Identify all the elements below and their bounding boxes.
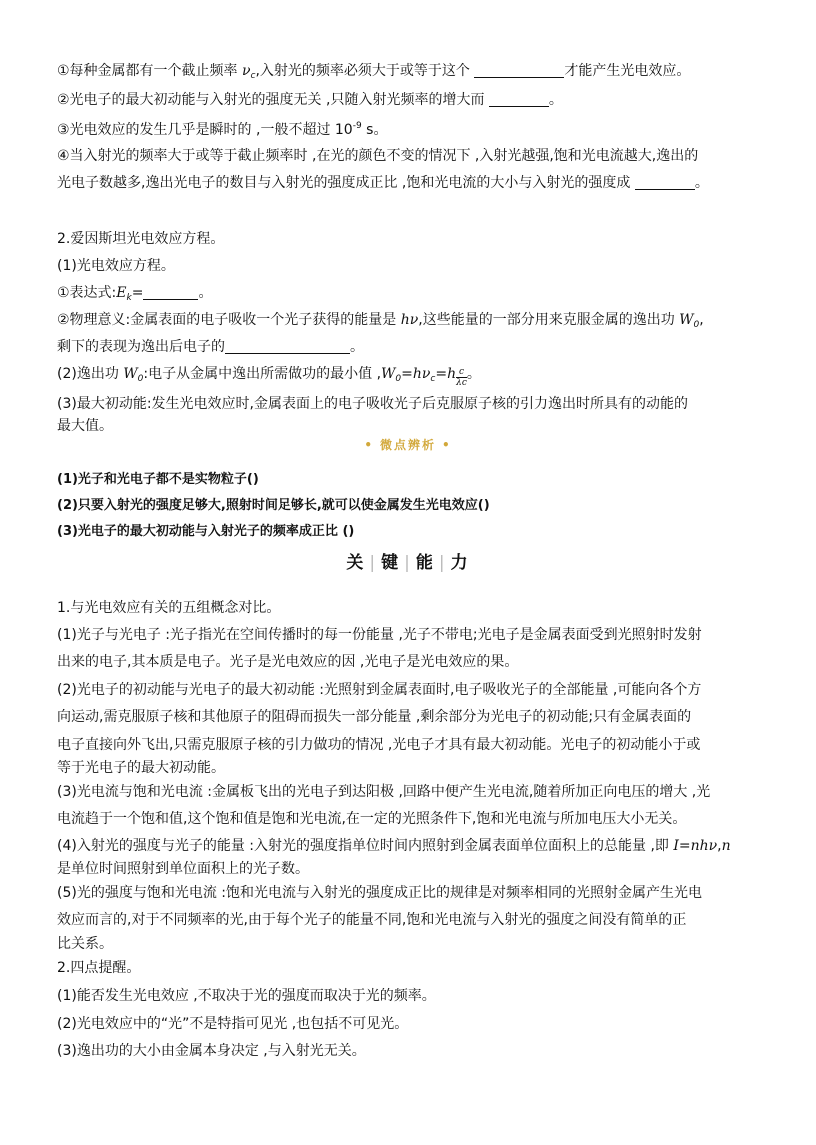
- line-max-kinetic-def: (3)最大初动能:发生光电效应时,金属表面上的电子吸收光子后克服原子核的引力逸出时所具有的动能的: [57, 396, 688, 412]
- heading-text: 微点辨析: [379, 438, 436, 452]
- text: 。: [350, 339, 364, 355]
- reminder-line: (3)逸出功的大小由金属本身决定 ,与入射光无关。: [57, 1043, 366, 1059]
- paragraph-line: 效应而言的,对于不同频率的光,由于每个光子的能量不同,饱和光电流与入射光的强度之间没有简单的正: [57, 912, 687, 928]
- symbol-w: W: [679, 312, 694, 328]
- symbol-w: W: [381, 366, 396, 382]
- text: ③光电效应的发生几乎是瞬时的 ,一般不超过 10: [57, 122, 353, 138]
- line-cutoff-frequency: [57, 61, 690, 86]
- subscript: c: [430, 374, 436, 384]
- section-heading-key-ability: [0, 548, 816, 573]
- text: 才能产生光电效应。: [564, 63, 691, 79]
- symbol-w: W: [123, 366, 138, 382]
- fraction-denominator: λc: [456, 378, 467, 388]
- fill-blank[interactable]: [635, 175, 695, 190]
- heading-char: 键: [381, 553, 401, 573]
- line-instant: [57, 116, 387, 140]
- section-heading-analysis: [0, 436, 816, 453]
- text: 剩下的表现为逸出后电子的: [57, 339, 225, 355]
- line-work-function: [57, 364, 481, 389]
- section-title-concepts: 1.与光电效应有关的五组概念对比。: [57, 600, 281, 616]
- subscript: k: [126, 293, 132, 303]
- paragraph-line: (2)光电子的初动能与光电子的最大初动能 :光照射到金属表面时,电子吸收光子的全部能量 ,可能向各个方: [57, 682, 702, 698]
- section-title-einstein: 2.爱因斯坦光电效应方程。: [57, 231, 225, 247]
- equation-part: =hν: [401, 366, 431, 382]
- paragraph-line: (1)光子与光电子 :光子指光在空间传播时的每一份能量 ,光子不带电;光电子是金属表面受到光照射时发射: [57, 627, 702, 643]
- paragraph-line: 电流趋于一个饱和值,这个饱和值是饱和光电流,在一定的光照条件下,饱和光电流与所加电压大小无关。: [57, 811, 687, 827]
- text: 。: [548, 92, 563, 108]
- separator: |: [369, 553, 378, 573]
- subscript: 0: [137, 374, 144, 384]
- separator: |: [404, 553, 412, 573]
- line-saturation: [57, 173, 709, 193]
- line-physical-meaning: [57, 310, 704, 335]
- section-title-reminders: 2.四点提醒。: [57, 960, 141, 976]
- paragraph-line: [57, 836, 731, 856]
- text: ②光电子的最大初动能与入射光的强度无关 ,只随入射光频率的增大而: [57, 92, 489, 108]
- line-intensity: ④当入射光的频率大于或等于截止频率时 ,在光的颜色不变的情况下 ,入射光越强,饱和光电流越大,逸出的: [57, 148, 699, 164]
- symbol-e: E: [116, 285, 127, 301]
- text: 。: [694, 175, 709, 191]
- judge-question-2: (2)只要入射光的强度足够大,照射时间足够长,就可以使金属发生光电效应(): [57, 498, 490, 513]
- text: ②物理意义:金属表面的电子吸收一个光子获得的能量是: [57, 312, 401, 328]
- paragraph-line: 等于光电子的最大初动能。: [57, 760, 225, 776]
- subscript: 0: [395, 374, 402, 384]
- heading-char: 关: [346, 553, 366, 573]
- text: 。: [198, 285, 213, 301]
- separator: |: [438, 553, 447, 573]
- subsection-equation: (1)光电效应方程。: [57, 258, 175, 274]
- dot-icon: •: [442, 438, 452, 452]
- fill-blank[interactable]: [143, 285, 198, 300]
- line-expression: [57, 283, 212, 308]
- symbol-n: n: [721, 838, 731, 854]
- text: :电子从金属中逸出所需做功的最小值 ,: [143, 366, 382, 382]
- text: (2)逸出功: [57, 366, 124, 382]
- symbol-hv: hν: [400, 312, 419, 328]
- dot-icon: •: [364, 438, 374, 452]
- reminder-line: (1)能否发生光电效应 ,不取决于光的强度而取决于光的频率。: [57, 988, 436, 1004]
- paragraph-line: 比关系。: [57, 936, 113, 952]
- text: ,入射光的频率必须大于或等于这个: [255, 63, 475, 79]
- fraction-c-over-lambda: [456, 367, 467, 388]
- symbol-nu: ν: [242, 63, 251, 79]
- paragraph-line: 是单位时间照射到单位面积上的光子数。: [57, 861, 309, 877]
- text: ,: [699, 312, 704, 328]
- text: ①每种金属都有一个截止频率: [57, 63, 243, 79]
- heading-char: 能: [415, 553, 435, 573]
- subscript: c: [250, 71, 256, 81]
- paragraph-line: (3)光电流与饱和光电流 :金属板飞出的光电子到达阳极 ,回路中便产生光电流,随着所加正向电压的增大 ,光: [57, 784, 711, 800]
- equation-part: I=nhν: [673, 838, 718, 854]
- text: ①表达式:: [57, 285, 117, 301]
- text: s。: [361, 122, 388, 138]
- fill-blank[interactable]: [225, 339, 350, 354]
- text: 。: [466, 366, 481, 382]
- text: =: [131, 285, 144, 301]
- reminder-line: (2)光电效应中的“光”不是特指可见光 ,也包括不可见光。: [57, 1016, 409, 1032]
- text: ,这些能量的一部分用来克服金属的逸出功: [418, 312, 680, 328]
- subscript: 0: [693, 320, 700, 330]
- text: ,: [717, 838, 722, 854]
- line-max-kinetic: [57, 90, 563, 110]
- text: 光电子数越多,逸出光电子的数目与入射光的强度成正比 ,饱和光电流的大小与入射光的强度成: [57, 175, 635, 191]
- superscript: -9: [352, 121, 362, 131]
- paragraph-line: 电子直接向外飞出,只需克服原子核的引力做功的情况 ,光电子才具有最大初动能。光电子的初动能小于或: [57, 737, 701, 753]
- fill-blank[interactable]: [489, 92, 549, 107]
- paragraph-line: 向运动,需克服原子核和其他原子的阻碍而损失一部分能量 ,剩余部分为光电子的初动能;只有金属表面的: [57, 709, 692, 725]
- fraction-numerator: c: [456, 367, 467, 378]
- paragraph-line: (5)光的强度与饱和光电流 :饱和光电流与入射光的强度成正比的规律是对频率相同的光照射金属产生光电: [57, 885, 702, 901]
- line-remaining: [57, 337, 364, 357]
- fill-blank[interactable]: [474, 63, 564, 78]
- judge-question-1: (1)光子和光电子都不是实物粒子(): [57, 472, 259, 487]
- judge-question-3: (3)光电子的最大初动能与入射光子的频率成正比 (): [57, 524, 355, 539]
- line-max-value: 最大值。: [57, 418, 113, 434]
- equation-part: =h: [435, 366, 457, 382]
- heading-char: 力: [450, 553, 470, 573]
- text: (4)入射光的强度与光子的能量 :入射光的强度指单位时间内照射到金属表面单位面积上的总能量 ,即: [57, 838, 674, 854]
- paragraph-line: 出来的电子,其本质是电子。光子是光电效应的因 ,光电子是光电效应的果。: [57, 654, 519, 670]
